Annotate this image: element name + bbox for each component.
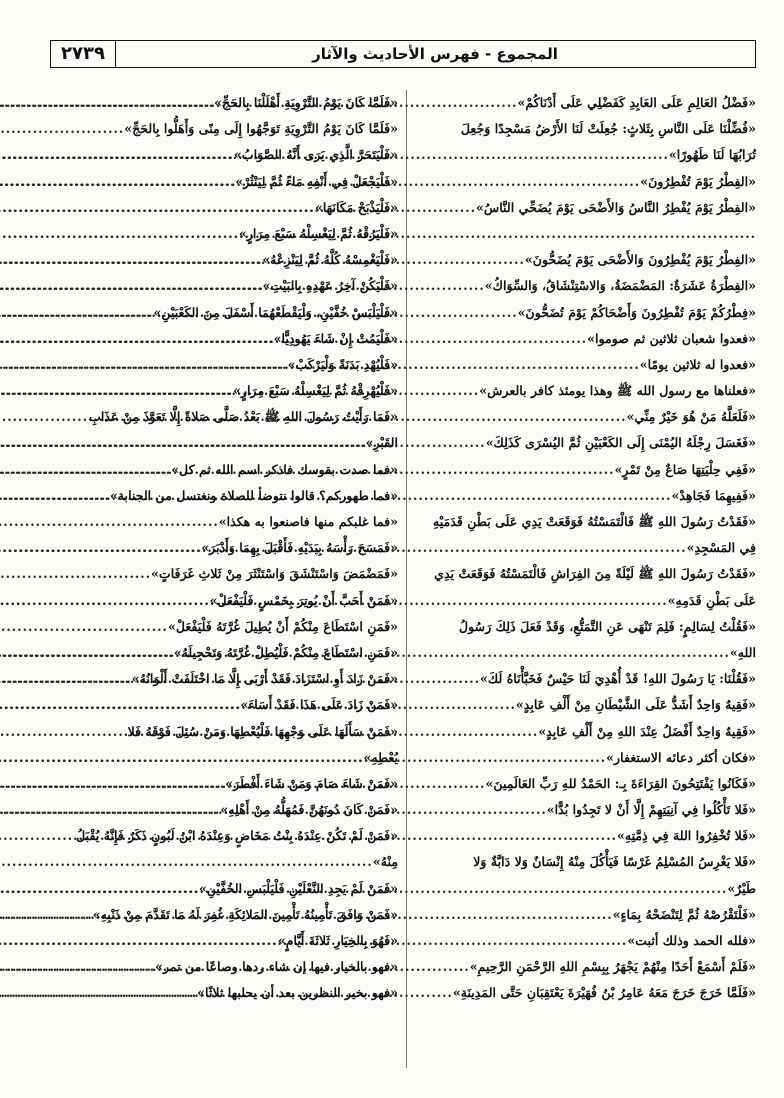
entry-text: «فَلْيُهْدِ بَدَنَةً وَلْيَرْكَبْ» bbox=[287, 356, 398, 372]
entry-text: «فَضْلُ العَالِمِ عَلَى العَابِدِ كَفَضْلِي عَلَى أَدْنَاكُمْ» bbox=[517, 95, 756, 110]
entry-text: «فَقِيهٌ وَاحِدٌ أَشَدُّ عَلَى الشَّيْطَانِ مِنْ أَلْفِ عَابِدٍ» bbox=[515, 697, 756, 713]
index-entry bbox=[414, 535, 756, 561]
leader-dots bbox=[0, 771, 225, 797]
entry-text: «فَلْتَقْرُصْهُ ثُمَّ لِتَنْضَحْهُ بِمَاءٍ» bbox=[612, 906, 756, 922]
index-entry bbox=[414, 797, 756, 823]
entry-text: «فَكَانُوا يَفْتَتِحُونَ القِرَاءَةَ بِـ: الحَمْدُ للهِ رَبِّ العَالَمِينَ» bbox=[485, 775, 756, 791]
entry-text: «الفِطْرَةُ عَشَرَةٌ: المَضْمَضَةُ، وَالاسْتِنْشَاقُ، وَالسِّوَاكُ» bbox=[484, 278, 756, 294]
index-entry bbox=[50, 666, 398, 692]
index-entry bbox=[50, 980, 398, 1006]
index-entry bbox=[414, 326, 756, 352]
index-entry bbox=[50, 300, 398, 326]
entry-text: «فعدوا له ثلاثين يومًا» bbox=[639, 356, 756, 372]
left-column bbox=[50, 90, 398, 1007]
leader-dots bbox=[0, 483, 110, 509]
index-entry bbox=[414, 588, 756, 614]
entry-text: مِنْهُ» bbox=[372, 854, 398, 870]
index-entry bbox=[414, 116, 756, 142]
index-entry bbox=[414, 902, 756, 928]
index-entry bbox=[50, 902, 398, 928]
entry-page-ref bbox=[414, 116, 418, 142]
leader-dots bbox=[0, 561, 151, 587]
entry-text: «فَمَنْ سَأَلَهَا عَلَى وَجْهِهَا فَلْيُعْطِهَا وَمَنْ سُئِلَ فَوْقَهُ فَلا bbox=[127, 723, 398, 739]
index-entry bbox=[414, 954, 756, 980]
leader-dots bbox=[0, 378, 233, 404]
entry-text: «فَمَنْ وَافَقَ تَأْمِينُهُ تَأْمِينَ المَلائِكَةِ غُفِرَ لَهُ مَا تَقَدَّمَ مِنْ ذَنْبِهِ» bbox=[92, 906, 398, 922]
entry-text: «فكان أكثر دعائه الاستغفار» bbox=[606, 749, 756, 765]
leader-dots bbox=[0, 116, 124, 142]
entry-text: «فَفِي حِلْيَتِهَا صَاعٌ مِنْ تَمْرٍ» bbox=[614, 461, 756, 477]
entry-text: «فَهُوَ بِالخِيَارِ ثَلاثَةَ أَيَّامٍ» bbox=[277, 933, 398, 948]
entry-text: «فما طهوركم؟ قالوا نتوضأ للصلاة ونغتسل من الجنابة» bbox=[109, 487, 398, 503]
leader-dots bbox=[0, 640, 174, 666]
leader-dots bbox=[0, 692, 241, 718]
index-entry bbox=[50, 588, 398, 614]
right-column bbox=[414, 90, 756, 1007]
leader-dots bbox=[418, 561, 434, 587]
leader-dots bbox=[0, 142, 234, 168]
entry-text: «فَمَنْ لَمْ يَجِدِ النَّعْلَيْنِ فَلْيَلْبَسِ الخُفَّيْنِ» bbox=[198, 880, 398, 896]
index-entry bbox=[50, 876, 398, 902]
entry-text: «فعدوا شعبان ثلاثين ثم صوموا» bbox=[587, 330, 756, 346]
leader-dots bbox=[0, 928, 278, 954]
entry-text: «فَمَسَحَ رَأْسَهُ بِيَدَيْهِ فَأَقْبَلَ بِهِمَا وَأَدْبَرَ» bbox=[201, 540, 398, 556]
entry-text: «فَلْيَكُنْ آخِرُ عَهْدِهِ بِالبَيْتِ» bbox=[262, 278, 398, 294]
index-entry bbox=[50, 640, 398, 666]
index-entry bbox=[50, 719, 398, 745]
entry-text: «فهو بالخيار فيها إن شاء ردها وصاعًا من تمر» bbox=[155, 959, 398, 975]
entry-text: «فَلَمَّا كَانَ يَوْمُ التَّرْوِيَةِ أَهْلَلْنَا بِالحَجِّ» bbox=[214, 95, 398, 110]
entry-page-ref bbox=[50, 404, 54, 430]
index-entry bbox=[50, 483, 398, 509]
entry-text: «فَلَمَّا خَرَجَ خَرَجَ مَعَهُ عَامِرُ بْنُ فُهَيْرَةَ يَعْتَقِبَانِ حَتَّى المَدِينَةِ» bbox=[452, 985, 756, 1001]
index-entry bbox=[50, 692, 398, 718]
index-entry bbox=[414, 771, 756, 797]
entry-text: «فَفِيهِمَا فَجَاهِدْ» bbox=[671, 487, 756, 503]
entry-text: «فَقَدْتُ رَسُولَ اللهِ ﷺ فَالْتَمَسْتُهُ فَوَقَعَتْ يَدِي عَلَى بَطْنِ قَدَمَيْهِ bbox=[432, 514, 756, 529]
index-entry bbox=[414, 404, 756, 430]
entry-text: «فَلا يَغْرِسُ المُسْلِمُ غَرْسًا فَيَأْكُلَ مِنْهُ إِنْسَانٌ وَلا دَابَّةٌ وَلا bbox=[473, 854, 756, 870]
leader-dots bbox=[0, 430, 366, 456]
leader-dots bbox=[54, 404, 89, 430]
index-entry bbox=[50, 849, 398, 875]
entry-page-ref bbox=[50, 719, 54, 745]
leader-dots bbox=[0, 849, 373, 875]
index-entry bbox=[414, 378, 756, 404]
leader-dots bbox=[0, 614, 168, 640]
leader-dots bbox=[54, 823, 76, 849]
entry-text: «فَمَنْ زَادَ أَوِ اسْتَزَادَ فَقَدْ أَرْبَى إِلَّا مَا اخْتَلَفَتْ أَلْوَانُهُ» bbox=[131, 671, 398, 687]
index-entry bbox=[50, 404, 398, 430]
leader-dots bbox=[0, 980, 197, 1006]
index-entry bbox=[50, 247, 398, 273]
index-entry bbox=[50, 195, 398, 221]
leader-dots bbox=[0, 273, 263, 299]
index-entry bbox=[50, 509, 398, 535]
index-entry bbox=[50, 561, 398, 587]
leader-dots bbox=[418, 614, 459, 640]
leader-dots bbox=[0, 902, 93, 928]
index-entry bbox=[414, 719, 756, 745]
leader-dots bbox=[0, 457, 171, 483]
index-entry bbox=[50, 797, 398, 823]
index-entry bbox=[50, 928, 398, 954]
entry-text: «الفِطْرُ يَوْمَ يُفْطِرُ النَّاسُ وَالأَضْحَى يَوْمَ يُضَحِّي النَّاسُ» bbox=[475, 199, 756, 215]
leader-dots bbox=[418, 849, 473, 875]
entry-text: «فَلَعَلَّهُ مَنْ هُوَ خَيْرٌ مِنِّي» bbox=[626, 409, 756, 425]
index-entry bbox=[50, 954, 398, 980]
entry-page-ref bbox=[414, 561, 418, 587]
index-entry bbox=[50, 326, 398, 352]
page-number: ٢٧٣٩ bbox=[51, 41, 116, 67]
entry-text: تُرَابُهَا لَنَا طَهُورًا» bbox=[668, 147, 756, 163]
entry-page-ref bbox=[414, 509, 418, 535]
leader-dots bbox=[0, 169, 235, 195]
index-entry bbox=[414, 561, 756, 587]
leader-dots bbox=[0, 509, 219, 535]
leader-dots bbox=[0, 90, 214, 116]
entry-text: «فَلْيُهْرِقْهُ ثُمَّ لِيَغْسِلْهُ سَبْعَ مِرَارٍ» bbox=[233, 383, 398, 399]
index-entry bbox=[50, 614, 398, 640]
entry-text: طَيْرٌ» bbox=[727, 880, 756, 896]
entry-text: فِي المَسْجِدِ» bbox=[686, 540, 756, 556]
index-entry bbox=[50, 142, 398, 168]
index-entry bbox=[414, 221, 756, 247]
entry-text: القَبْرِ» bbox=[365, 435, 398, 451]
index-entry bbox=[414, 273, 756, 299]
index-entry bbox=[414, 352, 756, 378]
index-entry bbox=[50, 535, 398, 561]
index-entry bbox=[50, 745, 398, 771]
entry-text: «فَمَنِ اسْتَطَاعَ مِنْكُمْ فَلْيُطِلْ غُرَّتَهُ وَتَحْجِيلَهُ» bbox=[173, 644, 398, 660]
entry-text: «فَلا تُخْفِرُوا اللهَ فِي ذِمَّتِهِ» bbox=[616, 828, 756, 844]
leader-dots bbox=[0, 326, 274, 352]
index-entry bbox=[50, 221, 398, 247]
entry-text: «فَلْيَجْعَلْ فِي أَنْفِهِ مَاءً ثُمَّ لِيَنْثُرْ» bbox=[235, 173, 398, 189]
entry-text: «فِطْرُكُمْ يَوْمَ تُفْطِرُونَ وَأَضْحَاكُمْ يَوْمَ تُضَحُّونَ» bbox=[517, 304, 756, 320]
index-entry bbox=[414, 849, 756, 875]
entry-page-ref bbox=[414, 614, 418, 640]
entry-text: «فَلْيَمُتْ إِنْ شَاءَ يَهُودِيًّا» bbox=[273, 330, 398, 346]
index-entry bbox=[50, 457, 398, 483]
leader-dots bbox=[0, 797, 220, 823]
entry-text: «فَلْيَذْبَحْ مَكَانَهَا» bbox=[314, 199, 398, 215]
index-entry bbox=[50, 771, 398, 797]
index-entry bbox=[414, 195, 756, 221]
leader-dots bbox=[0, 876, 199, 902]
index-entry bbox=[414, 876, 756, 902]
index-entry bbox=[50, 90, 398, 116]
leader-dots bbox=[418, 116, 461, 142]
index-entry bbox=[50, 823, 398, 849]
leader-dots bbox=[0, 300, 153, 326]
index-entry bbox=[414, 169, 756, 195]
index-entry bbox=[414, 666, 756, 692]
leader-dots bbox=[0, 352, 288, 378]
index-entry bbox=[414, 980, 756, 1006]
index-entry bbox=[414, 483, 756, 509]
entry-text: «الفِطْرُ يَوْمَ يُفْطِرُونَ وَالأَضْحَى يَوْمَ يُضَحُّونَ» bbox=[524, 252, 756, 268]
leader-dots bbox=[0, 195, 315, 221]
entry-text: «فَلا تَأْكُلُوا فِي آنِيَتِهِمْ إِلَّا أَنْ لا تَجِدُوا بُدًّا» bbox=[546, 802, 756, 818]
entry-text: «فَمَنِ اسْتَطَاعَ مِنْكُمْ أَنْ يُطِيلَ غُرَّتَهُ فَلْيَفْعَلْ» bbox=[167, 618, 398, 634]
leader-dots bbox=[0, 745, 363, 771]
entry-text: «فَلْيَغْمِسْهُ كُلَّهُ ثُمَّ لِيَنْزِعْهُ» bbox=[262, 252, 398, 268]
index-entry bbox=[414, 614, 756, 640]
index-entry bbox=[50, 430, 398, 456]
entry-page-ref bbox=[50, 823, 54, 849]
index-entry bbox=[414, 745, 756, 771]
leader-dots bbox=[0, 954, 155, 980]
entry-text: عَلَى بَطْنِ قَدَمِهِ» bbox=[667, 592, 756, 608]
leader-dots bbox=[0, 535, 201, 561]
leader-dots bbox=[54, 719, 128, 745]
index-entry bbox=[414, 142, 756, 168]
entry-text: «فَمَا رَأَيْتُ رَسُولَ اللهِ ﷺ بَعْدُ صَلَّى صَلاةً إِلَّا تَعَوَّذَ مِنْ عَذَابِ bbox=[89, 409, 398, 425]
index-entry bbox=[414, 692, 756, 718]
entry-text: «فما صدت بقوسك فاذكر اسم الله ثم كل» bbox=[171, 461, 398, 477]
entry-text: «فَمَنْ زَادَ عَلَى هَذَا فَقَدْ أَسَاءَ» bbox=[240, 697, 398, 713]
entry-text: «فَلْيَتَحَرَّ الَّذِي يَرَى أَنَّهُ الصَّوَابُ» bbox=[233, 147, 398, 163]
entry-text: «فَلْيَلْبَسْ خُفَّيْنِ، وَلْيَقْطَعْهُمَا أَسْفَلَ مِنَ الكَعْبَيْنِ» bbox=[153, 304, 398, 320]
index-entry bbox=[50, 116, 398, 142]
index-entry bbox=[414, 457, 756, 483]
entry-text: «فَمَضْمَضَ وَاسْتَنْشَقَ وَاسْتَنْثَرَ مِنْ ثَلاثِ غَرَفَاتٍ» bbox=[150, 566, 398, 582]
entry-text: «فَقِيهٌ وَاحِدٌ أَفْضَلُ عِنْدَ اللهِ مِنْ أَلْفِ عَابِدٍ» bbox=[538, 723, 756, 739]
index-entry bbox=[414, 430, 756, 456]
entry-text: «فَلَمْ أَسْمَعْ أَحَدًا مِنْهُمْ يَجْهَرُ بِبِسْمِ اللهِ الرَّحْمَنِ الرَّحِيمِ» bbox=[469, 959, 756, 975]
entry-text: «فَمَنْ لَمْ تَكُنْ عِنْدَهُ بِنْتُ مَخَاضٍ وَعِنْدَهُ ابْنُ لَبُونٍ ذَكَرٌ فَإِنَّهُ يُقْبَلُ bbox=[76, 828, 398, 844]
index-entry bbox=[50, 273, 398, 299]
entry-text: اللهِ» bbox=[729, 644, 756, 660]
page-header bbox=[50, 40, 756, 68]
entry-text: «فَغَسَلَ رِجْلَهُ اليُمْنَى إِلَى الكَعْبَيْنِ ثُمَّ اليُسْرَى كَذَلِكَ» bbox=[485, 435, 756, 451]
entry-text: «فلله الحمد وذلك أثبت» bbox=[627, 933, 756, 948]
index-entry bbox=[414, 247, 756, 273]
entry-text: «فَقُلْنَا: يَا رَسُولَ اللهِ! قَدْ أُهْدِيَ لَنَا حَيْسٌ فَخَبَّأْنَاهُ لَكَ» bbox=[480, 671, 756, 687]
leader-dots bbox=[0, 247, 262, 273]
entry-text: «فعلناها مع رسول الله ﷺ وهذا يومئذ كافر بالعرش» bbox=[479, 383, 756, 399]
entry-text: يُعْطِهِ» bbox=[363, 749, 398, 765]
page-title: المجموع - فهرس الأحاديث والآثار bbox=[312, 45, 558, 63]
entry-text: «فُضِّلْنَا عَلَى النَّاسِ بِثَلاثٍ: جُعِلَتْ لَنَا الأَرْضُ مَسْجِدًا وَجُعِلَ bbox=[460, 121, 756, 137]
entry-text: «فَلْيَرُقْهُ ثُمَّ لِيَغْسِلْهُ سَبْعَ مِرَارٍ» bbox=[238, 225, 398, 241]
leader-dots bbox=[0, 588, 210, 614]
entry-text: «فَقُلْتُ لِسَالِمٍ: فَلِمَ تَنْهَى عَنِ التَّمَتُّعِ، وَقَدْ فَعَلَ ذَلِكَ رَسُولُ bbox=[459, 618, 756, 634]
entry-text: «فَلَمَّا كَانَ يَوْمُ التَّرْوِيَةِ تَوَجَّهُوا إِلَى مِنًى وَأَهَلُّوا بِالحَجِّ» bbox=[124, 121, 398, 137]
entry-text: «فَقَدْتُ رَسُولَ اللهِ ﷺ لَيْلَةً مِنَ الفِرَاشِ فَالْتَمَسْتُهُ فَوَقَعَتْ يَدِي bbox=[434, 566, 756, 582]
entry-text: «فَمَنْ كَانَ دُونَهُنَّ فَمُهَلُّهُ مِنْ أَهْلِهِ» bbox=[220, 802, 398, 818]
leader-dots bbox=[0, 221, 239, 247]
page-frame bbox=[50, 40, 756, 1068]
entry-text: «فهو بخير النظرين بعد أن يحلبها ثلاثًا» bbox=[197, 985, 398, 1001]
index-entry bbox=[50, 378, 398, 404]
index-entry bbox=[50, 169, 398, 195]
entry-text: «الفِطْرُ يَوْمَ تُفْطِرُونَ» bbox=[640, 173, 756, 189]
index-entry bbox=[414, 928, 756, 954]
entry-text: «فَمَنْ أَحَبَّ أَنْ يُوتِرَ بِخَمْسٍ فَلْيَفْعَلْ» bbox=[209, 592, 398, 608]
entry-page-ref bbox=[414, 849, 418, 875]
leader-dots bbox=[418, 509, 433, 535]
index-entry bbox=[50, 352, 398, 378]
index-entry bbox=[414, 823, 756, 849]
entry-text: «فَمَنْ شَاءَ صَامَ وَمَنْ شَاءَ أَفْطَرَ» bbox=[225, 775, 398, 791]
index-entry bbox=[414, 509, 756, 535]
entry-text: «فما غلبكم منها فاصنعوا به هكذا» bbox=[218, 514, 398, 529]
index-entry bbox=[414, 90, 756, 116]
index-entry bbox=[414, 300, 756, 326]
leader-dots bbox=[0, 666, 132, 692]
index-entry bbox=[414, 640, 756, 666]
